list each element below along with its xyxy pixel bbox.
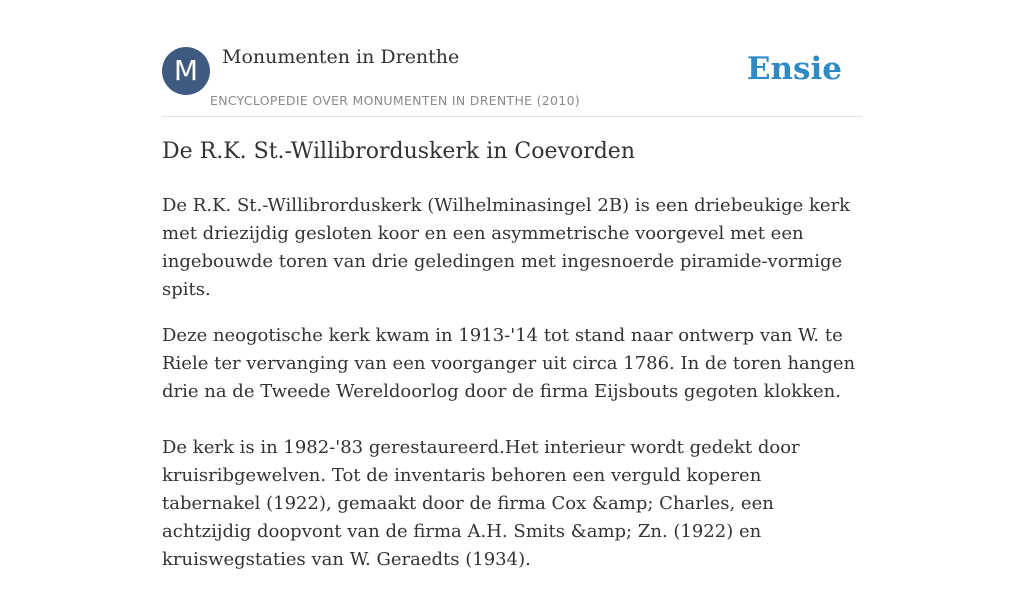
article-paragraph: Deze neogotische kerk kwam in 1913-'14 tot stand naar ontwerp van W. te Riele ter vervanging van een voorganger uit circa 1786. In de toren hangen drie na de Tweede Wereldoorlog door de firma Eijsbouts gegoten klokken.	[162, 325, 856, 402]
source-subtitle: ENCYCLOPEDIE OVER MONUMENTEN IN DRENTHE (2010)	[210, 93, 580, 108]
avatar[interactable]: M	[162, 47, 210, 95]
source-header	[162, 46, 862, 117]
brand-logo[interactable]: Ensie	[746, 51, 842, 87]
article-body	[162, 192, 862, 592]
article-title: De R.K. St.-Willibrorduskerk in Coevorden	[162, 139, 635, 164]
article-paragraph: De R.K. St.-Willibrorduskerk (Wilhelminasingel 2B) is een driebeukige kerk met driezijdig gesloten koor en een asymmetrische voorgevel met een ingebouwde toren van drie geledingen met ingesnoerde piramide-vormige spits.	[162, 195, 851, 300]
article-paragraph: De kerk is in 1982-'83 gerestaureerd.Het interieur wordt gedekt door kruisribgewelven. Tot de inventaris behoren een verguld koperen tabernakel (1922), gemaakt door de firma Cox &amp; Charles, een achtzijdig doopvont van de firma A.H. Smits &amp; Zn. (1922) en kruiswegstaties van W. Geraedts (1934).	[162, 437, 800, 570]
source-title[interactable]: Monumenten in Drenthe	[222, 46, 460, 68]
